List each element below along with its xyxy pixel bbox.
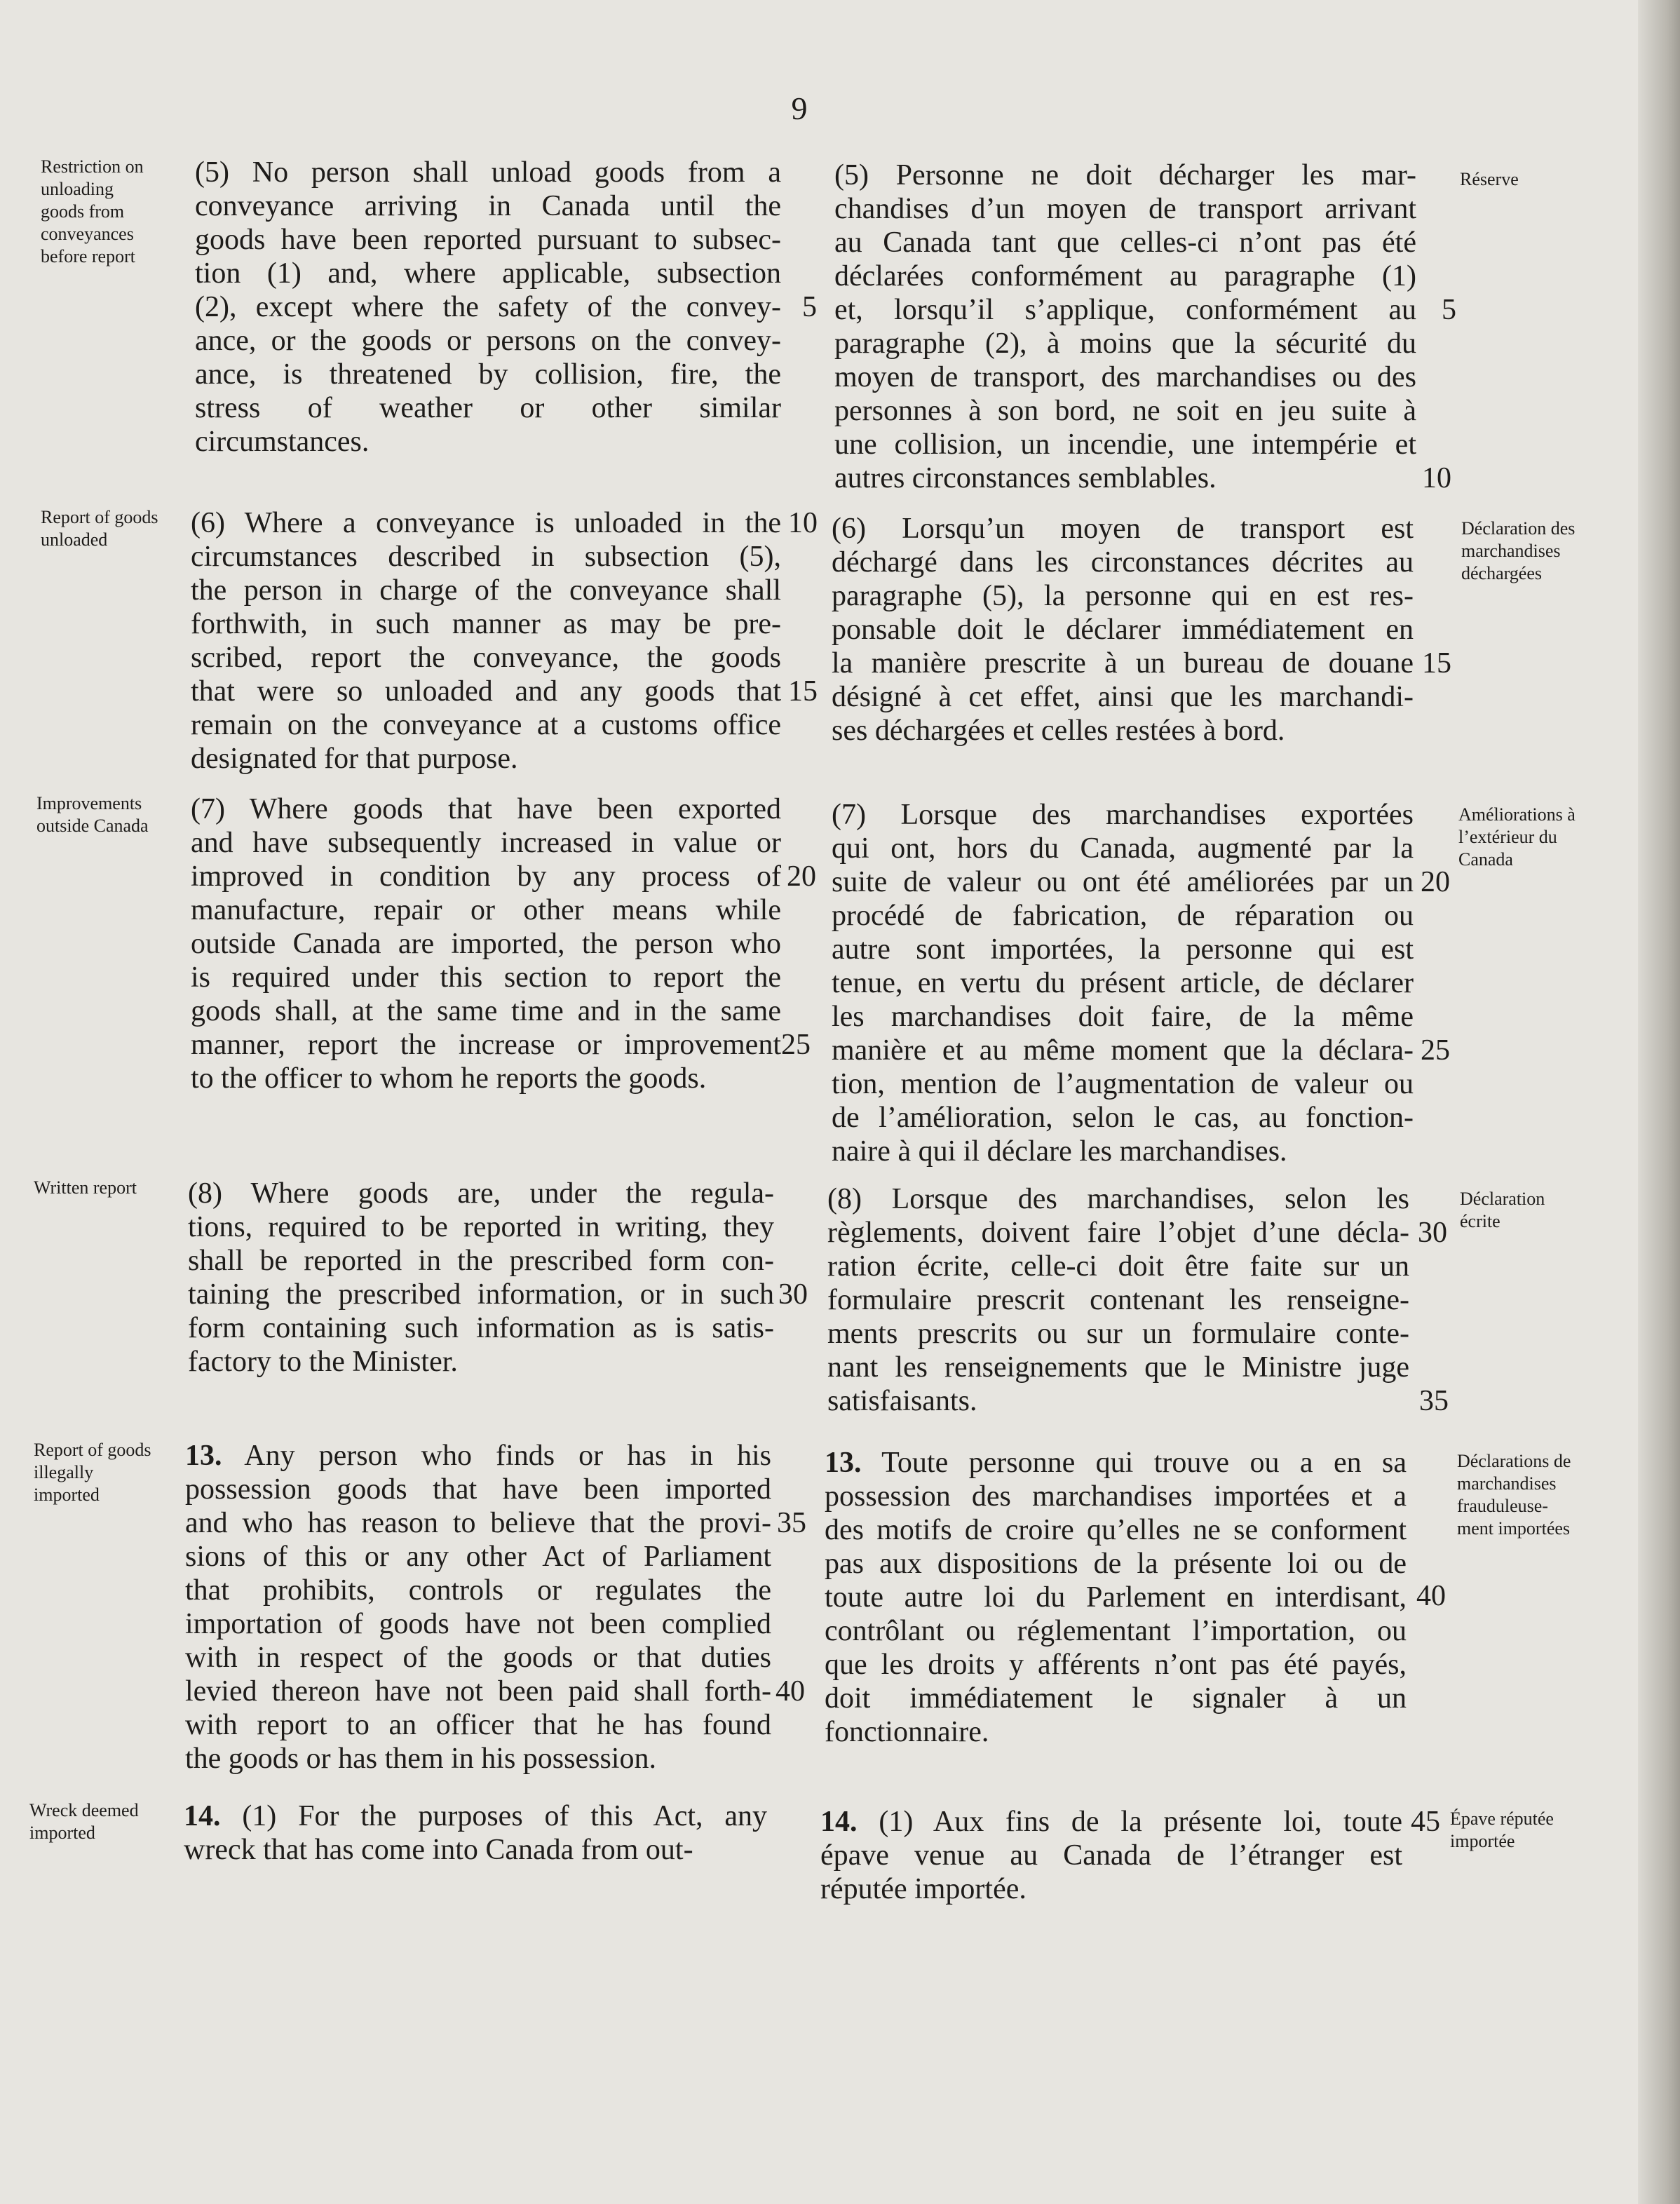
line-number-en-40: 40: [775, 1675, 805, 1708]
paragraph-en-5: (5) No person shall unload goods from a conveyance arriving in Canada until the goods have been reported pursuant to subsec- tion (1) and, where applicable, subsection (2), except where the safety of the convey- ance, or the goods or persons on the convey- ance, is threatened by collision, fire, the stress of weather or other similar circumstances.: [195, 156, 781, 458]
line-number-en-25: 25: [781, 1029, 811, 1061]
page-number: 9: [791, 90, 808, 126]
margin-note-en-restriction: Restriction on unloading goods from conveyances before report: [41, 156, 144, 266]
paragraph-fr-8: (8) Lorsque des marchandises, selon les règlements, doivent faire l’objet d’une décla- ration écrite, celle-ci doit être faite sur un formulaire prescrit contenant les renseigne- ments prescrits ou sur un formulaire conte- nant les renseignements que le Ministre juge satisfaisants.: [827, 1183, 1409, 1417]
margin-note-fr-epave: Épave réputée importée: [1450, 1809, 1554, 1851]
paragraph-en-7: (7) Where goods that have been exported and have subsequently increased in value or improved in condition by any process of manufacture, repair or other means while outside Canada are imported, the person who is required under this section to report the goods shall, at the same time and in the same manner, report the increase or improvement to the officer to whom he reports the goods.: [191, 793, 781, 1095]
line-number-fr-30: 30: [1418, 1217, 1447, 1249]
paragraph-en-14: 14. (1) For the purposes of this Act, any wreck that has come into Canada from out-: [184, 1800, 767, 1866]
margin-note-fr-frauduleusement: Déclarations de marchandises frauduleuse- ment importées: [1457, 1451, 1571, 1539]
margin-note-en-wreck: Wreck deemed imported: [29, 1800, 139, 1843]
section-number-13-fr: 13.: [825, 1447, 862, 1479]
paragraph-fr-5: (5) Personne ne doit décharger les mar- chandises d’un moyen de transport arrivant au Canada tant que celles-ci n’ont pas été déclarées conformément au paragraphe (1) et, lorsqu’il s’applique, conformément au paragraphe (2), à moins que la sécurité du moyen de transport, des marchandises ou des personnes à son bord, ne soit en jeu suite à une collision, un incendie, une intempérie et autres circonstances semblables.: [834, 159, 1416, 494]
margin-note-en-written-report: Written report: [34, 1177, 137, 1198]
margin-note-fr-declaration-dechargees: Déclaration des marchandises déchargées: [1461, 518, 1576, 583]
paragraph-fr-6: (6) Lorsqu’un moyen de transport est déchargé dans les circonstances décrites au paragraphe (5), la personne qui en est res- ponsable doit le déclarer immédiatement en la manière prescrite à un bureau de douane désigné à cet effet, ainsi que les marchandi- ses déchargées et celles restées à bord.: [832, 513, 1414, 747]
line-number-fr-25: 25: [1421, 1034, 1450, 1067]
paragraph-fr-13: 13. Toute personne qui trouve ou a en sa possession des marchandises importées et a des motifs de croire qu’elles ne se conforment pas aux dispositions de la présente loi ou de toute autre loi du Parlement en interdisant, contrôlant ou réglementant l’importation, ou que les droits y afférents n’ont pas été payés, doit immédiatement le signaler à un fonctionnaire.: [825, 1447, 1407, 1748]
paragraph-en-13: 13. Any person who finds or has in his possession goods that have been imported and who has reason to believe that the provi- sions of this or any other Act of Parliament that prohibits, controls or regulates the importation of goods have not been complied with in respect of the goods or that duties levied thereon have not been paid shall forth- with report to an officer that he has found the goods or has them in his possession.: [185, 1440, 771, 1775]
line-number-fr-40: 40: [1416, 1580, 1446, 1612]
line-number-fr-45: 45: [1411, 1806, 1440, 1838]
margin-note-fr-declaration-ecrite: Déclaration écrite: [1460, 1189, 1545, 1231]
section-number-13-en: 13.: [185, 1440, 222, 1472]
line-number-en-15: 15: [788, 675, 818, 708]
line-number-fr-10: 10: [1422, 462, 1451, 494]
paragraph-en-6: (6) Where a conveyance is unloaded in the circumstances described in subsection (5), the person in charge of the conveyance shall forthwith, in such manner as may be pre- scribed, report the conveyance, the goods that were so unloaded and any goods that remain on the conveyance at a customs office designated for that purpose.: [191, 507, 781, 775]
paragraph-fr-7: (7) Lorsque des marchandises exportées qui ont, hors du Canada, augmenté par la suite de valeur ou ont été améliorées par un procédé de fabrication, de réparation ou autre sont importées, la personne qui est tenue, en vertu du présent article, de déclarer les marchandises doit faire, de la même manière et au même moment que la déclara- tion, mention de l’augmentation de valeur ou de l’amélioration, selon le cas, au fonction- naire à qui il déclare les marchandises.: [832, 799, 1414, 1168]
line-number-en-30: 30: [778, 1278, 808, 1311]
line-number-fr-5: 5: [1442, 294, 1456, 326]
line-number-en-20: 20: [787, 860, 816, 893]
margin-note-en-illegally-imported: Report of goods illegally imported: [34, 1440, 151, 1505]
line-number-en-5: 5: [802, 291, 817, 323]
paragraph-fr-14: 14. (1) Aux fins de la présente loi, toute épave venue au Canada de l’étranger est réputée importée.: [820, 1806, 1403, 1905]
line-number-fr-15: 15: [1422, 647, 1451, 680]
line-number-en-35: 35: [777, 1507, 806, 1539]
section-number-14-fr: 14.: [820, 1806, 858, 1838]
line-number-fr-35: 35: [1419, 1385, 1449, 1417]
section-number-14-en: 14.: [184, 1800, 221, 1832]
margin-note-fr-reserve: Réserve: [1460, 169, 1519, 189]
margin-note-en-report-unloaded: Report of goods unloaded: [41, 507, 158, 550]
margin-note-fr-ameliorations: Améliorations à l’extérieur du Canada: [1458, 804, 1576, 870]
page-edge-shadow: [1638, 0, 1680, 2204]
line-number-fr-20: 20: [1421, 866, 1450, 898]
paragraph-en-8: (8) Where goods are, under the regula- tions, required to be reported in writing, they shall be reported in the prescribed form con- taining the prescribed information, or in such form containing such information as is satis- factory to the Minister.: [188, 1177, 774, 1378]
margin-note-en-improvements: Improvements outside Canada: [36, 793, 149, 836]
line-number-en-10: 10: [788, 507, 818, 539]
